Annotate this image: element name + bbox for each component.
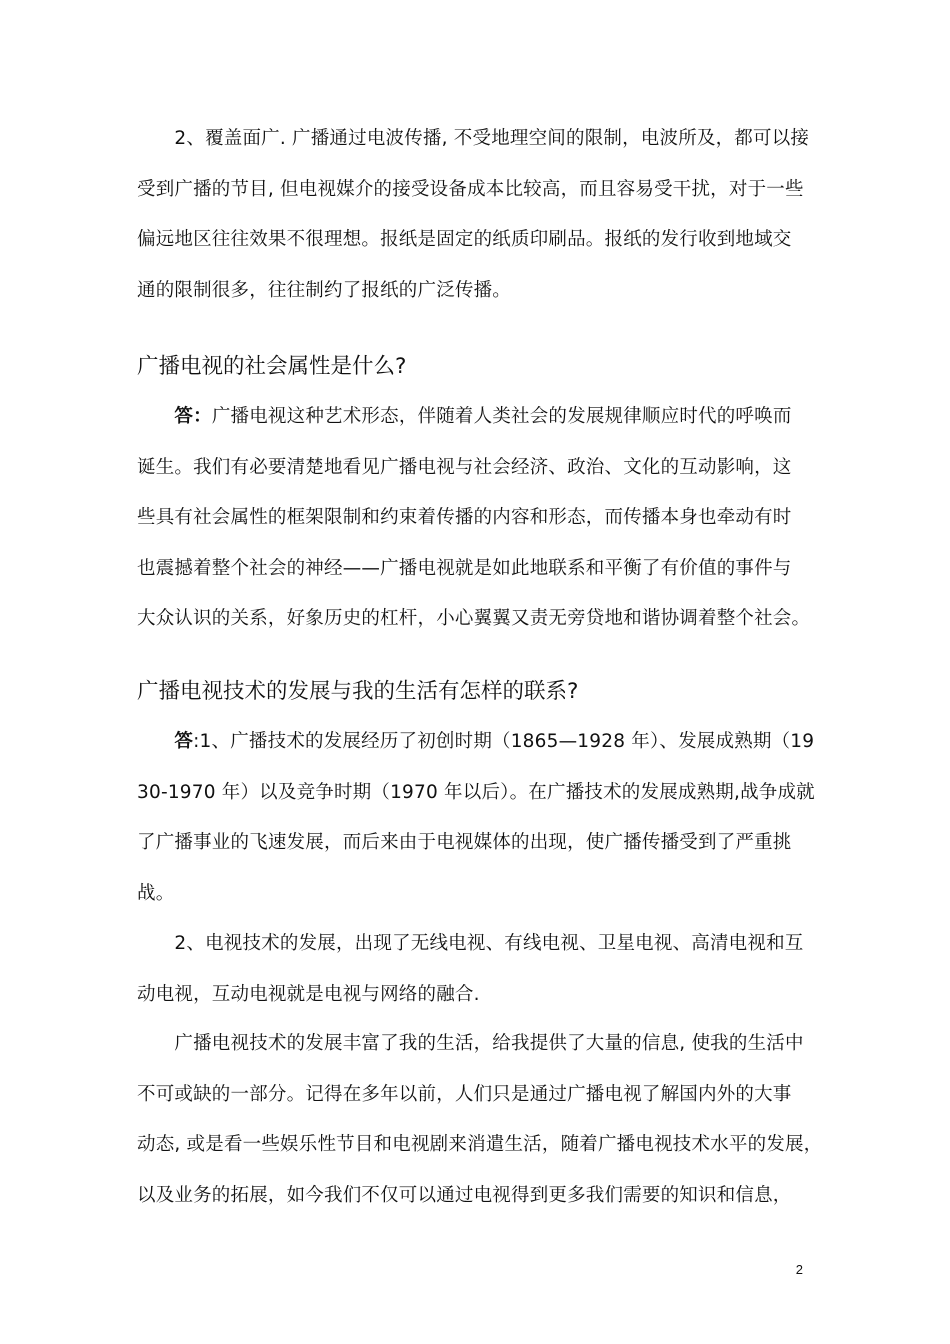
paragraph-line: 动态, 或是看一些娱乐性节目和电视剧来消遣生活，随着广播电视技术水平的发展， (137, 1134, 823, 1155)
answer-first-line (137, 717, 827, 768)
paragraph-line: 动电视，互动电视就是电视与网络的融合. (137, 983, 480, 1005)
answer-line: 30-1970 年）以及竞争时期（1970 年以后）。在广播技术的发展成熟期,战争成就 (137, 781, 815, 803)
paragraph-line: 受到广播的节目, 但电视媒介的接受设备成本比较高，而且容易受干扰，对于一些 (137, 178, 804, 200)
answer-first-line (137, 392, 827, 443)
page-number: 2 (795, 1262, 803, 1277)
question-heading-technology-life: 广播电视技术的发展与我的生活有怎样的联系? (137, 679, 579, 704)
paragraph-tv-technology (137, 919, 827, 1020)
answer-first-text: :1、广播技术的发展经历了初创时期（1865—1928 年）、发展成熟期（19 (193, 731, 815, 752)
paragraph-personal-life (137, 1019, 827, 1221)
answer-line: 些具有社会属性的框架限制和约束着传播的内容和形态，而传播本身也牵动有时 (137, 507, 792, 528)
answer-line: 也震撼着整个社会的神经——广播电视就是如此地联系和平衡了有价值的事件与 (137, 557, 792, 579)
paragraph-line: 广播电视技术的发展丰富了我的生活，给我提供了大量的信息, 使我的生活中 (137, 1033, 804, 1054)
question-heading-social-attributes: 广播电视的社会属性是什么? (137, 354, 407, 379)
answer-line: 战。 (137, 882, 175, 904)
answer-label: 答 (174, 731, 194, 752)
answer-social-attributes (137, 392, 827, 645)
answer-line: 了广播事业的飞速发展，而后来由于电视媒体的出现，使广播传播受到了严重挑 (137, 832, 792, 853)
paragraph-line: 通的限制很多，往往制约了报纸的广泛传播。 (137, 279, 512, 301)
answer-first-text: 广播电视这种艺术形态，伴随着人类社会的发展规律顺应时代的呼唤而 (211, 406, 792, 427)
answer-label: 答： (174, 406, 212, 427)
answer-line: 大众认识的关系，好象历史的杠杆，小心翼翼又责无旁贷地和谐协调着整个社会。 (137, 608, 811, 629)
paragraph-line: 不可或缺的一部分。记得在多年以前，人们只是通过广播电视了解国内外的大事 (137, 1083, 792, 1105)
paragraph-line: 以及业务的拓展，如今我们不仅可以通过电视得到更多我们需要的知识和信息， (137, 1184, 792, 1206)
paragraph-coverage (137, 114, 827, 316)
paragraph-line: 2、覆盖面广. 广播通过电波传播, 不受地理空间的限制，电波所及，都可以接 (137, 128, 810, 149)
paragraph-line: 偏远地区往往效果不很理想。报纸是固定的纸质印刷品。报纸的发行收到地域交 (137, 229, 792, 250)
paragraph-line: 2、电视技术的发展，出现了无线电视、有线电视、卫星电视、高清电视和互 (137, 933, 804, 954)
answer-line: 诞生。我们有必要清楚地看见广播电视与社会经济、政治、文化的互动影响，这 (137, 456, 792, 478)
answer-technology-life (137, 717, 827, 919)
